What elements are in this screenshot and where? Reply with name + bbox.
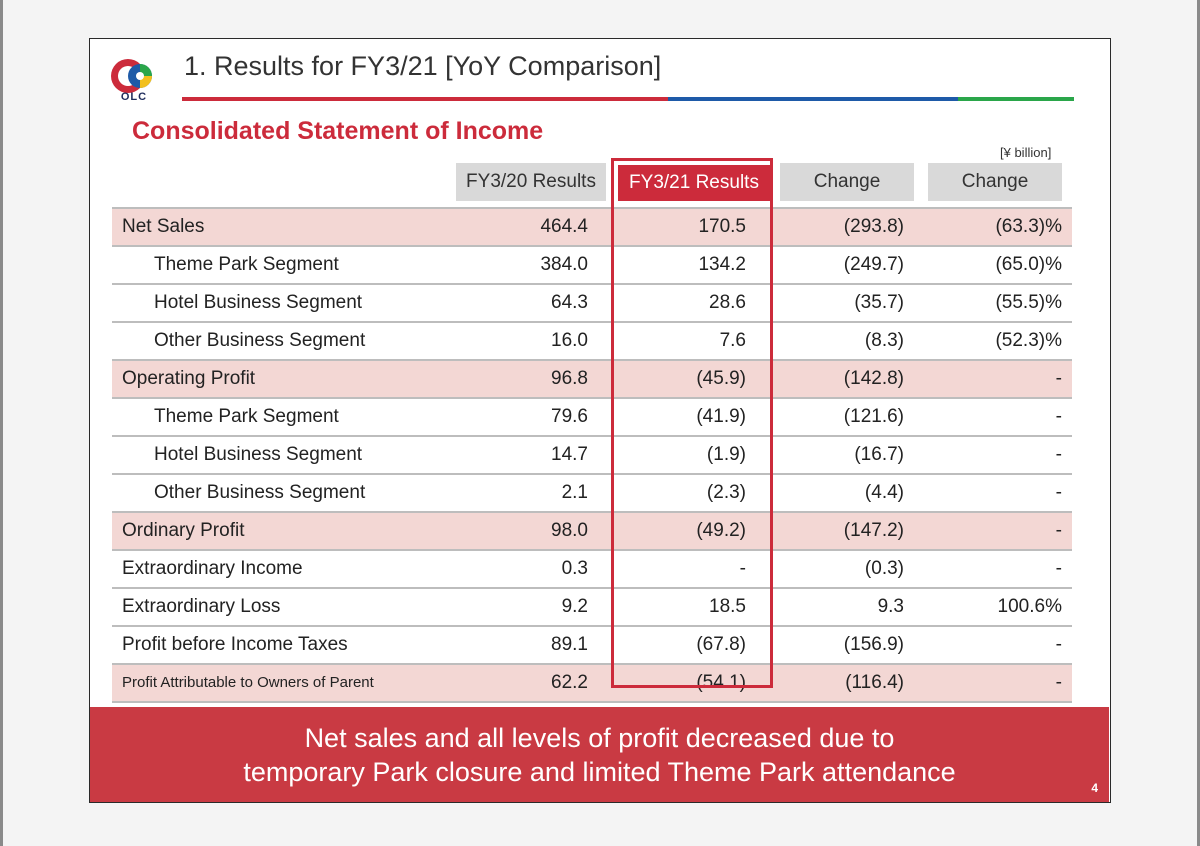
page-number: 4 bbox=[1091, 781, 1098, 795]
fy20-value: 79.6 bbox=[551, 406, 588, 427]
row-label: Other Business Segment bbox=[154, 482, 366, 503]
table-row bbox=[112, 285, 1072, 323]
change-value: (121.6) bbox=[843, 406, 904, 427]
row-label: Profit Attributable to Owners of Parent bbox=[122, 674, 374, 691]
fy21-value: 18.5 bbox=[709, 596, 746, 617]
unit-label: [¥ billion] bbox=[1000, 145, 1052, 160]
change-value: 9.3 bbox=[877, 596, 904, 617]
header-fy21: FY3/21 Results bbox=[618, 165, 770, 201]
row-label: Profit before Income Taxes bbox=[122, 634, 348, 655]
change-value: (0.3) bbox=[864, 558, 904, 579]
header-fy20: FY3/20 Results bbox=[456, 163, 606, 201]
change-percent-value: (65.0)% bbox=[995, 254, 1062, 275]
fy20-value: 89.1 bbox=[551, 634, 588, 655]
fy21-value: 28.6 bbox=[709, 292, 746, 313]
fy20-value: 464.4 bbox=[540, 216, 588, 237]
fy21-value: (54.1) bbox=[696, 672, 746, 693]
change-percent-value: (55.5)% bbox=[995, 292, 1062, 313]
change-percent-value: 100.6% bbox=[997, 596, 1062, 617]
table-row bbox=[112, 665, 1072, 703]
fy21-value: - bbox=[739, 558, 746, 579]
fy20-value: 16.0 bbox=[551, 330, 588, 351]
change-value: (147.2) bbox=[843, 520, 904, 541]
row-label: Hotel Business Segment bbox=[154, 292, 363, 313]
change-value: (16.7) bbox=[854, 444, 904, 465]
fy20-value: 64.3 bbox=[551, 292, 588, 313]
header-change-percent: Change bbox=[928, 163, 1062, 201]
fy20-value: 14.7 bbox=[551, 444, 588, 465]
row-label: Other Business Segment bbox=[154, 330, 366, 351]
table-row bbox=[112, 399, 1072, 437]
slide bbox=[89, 38, 1111, 803]
income-statement-table bbox=[112, 207, 1072, 703]
fy20-value: 2.1 bbox=[561, 482, 588, 503]
fy20-value: 9.2 bbox=[561, 596, 588, 617]
banner-line-1: Net sales and all levels of profit decreased due to bbox=[304, 723, 895, 753]
fy21-value: 170.5 bbox=[698, 216, 746, 237]
slide-title: 1. Results for FY3/21 [YoY Comparison] bbox=[184, 51, 662, 81]
header-change-amount: Change bbox=[780, 163, 914, 201]
change-percent-value: - bbox=[1055, 558, 1062, 579]
row-label: Theme Park Segment bbox=[154, 254, 339, 275]
title-bar-green bbox=[958, 97, 1074, 101]
fy20-value: 384.0 bbox=[540, 254, 588, 275]
row-label: Ordinary Profit bbox=[122, 520, 245, 541]
banner-line-2: temporary Park closure and limited Theme Park attendance bbox=[243, 757, 956, 787]
fy20-value: 62.2 bbox=[551, 672, 588, 693]
table-row bbox=[112, 589, 1072, 627]
change-percent-value: - bbox=[1055, 672, 1062, 693]
section-title: Consolidated Statement of Income bbox=[132, 117, 544, 145]
summary-banner bbox=[90, 707, 1109, 802]
page-edge-left bbox=[0, 0, 3, 846]
table-row bbox=[112, 437, 1072, 475]
change-value: (293.8) bbox=[843, 216, 904, 237]
change-percent-value: (52.3)% bbox=[995, 330, 1062, 351]
fy21-value: 7.6 bbox=[719, 330, 746, 351]
fy21-value: 134.2 bbox=[698, 254, 746, 275]
change-percent-value: - bbox=[1055, 368, 1062, 389]
change-percent-value: - bbox=[1055, 406, 1062, 427]
change-value: (142.8) bbox=[843, 368, 904, 389]
fy20-value: 0.3 bbox=[561, 558, 588, 579]
fy21-value: (49.2) bbox=[696, 520, 746, 541]
row-label: Theme Park Segment bbox=[154, 406, 339, 427]
table-row bbox=[112, 207, 1072, 247]
title-bar-blue bbox=[668, 97, 958, 101]
change-percent-value: - bbox=[1055, 634, 1062, 655]
table-row bbox=[112, 475, 1072, 513]
change-value: (4.4) bbox=[864, 482, 904, 503]
row-label: Extraordinary Income bbox=[122, 558, 303, 579]
change-percent-value: (63.3)% bbox=[995, 216, 1062, 237]
row-label: Hotel Business Segment bbox=[154, 444, 363, 465]
fy21-value: (45.9) bbox=[696, 368, 746, 389]
table-row bbox=[112, 361, 1072, 399]
change-value: (249.7) bbox=[843, 254, 904, 275]
change-value: (156.9) bbox=[843, 634, 904, 655]
fy21-value: (2.3) bbox=[706, 482, 746, 503]
table-row bbox=[112, 551, 1072, 589]
fy21-value: (67.8) bbox=[696, 634, 746, 655]
change-percent-value: - bbox=[1055, 444, 1062, 465]
fy21-value: (41.9) bbox=[696, 406, 746, 427]
change-value: (8.3) bbox=[864, 330, 904, 351]
row-label: Operating Profit bbox=[122, 368, 256, 389]
change-percent-value: - bbox=[1055, 520, 1062, 541]
fy21-column-highlight bbox=[611, 158, 773, 688]
fy20-value: 96.8 bbox=[551, 368, 588, 389]
row-label: Net Sales bbox=[122, 216, 205, 237]
table-row bbox=[112, 513, 1072, 551]
table-row bbox=[112, 247, 1072, 285]
title-bar-red bbox=[182, 97, 668, 101]
logo-text: OLC bbox=[120, 91, 148, 103]
change-value: (116.4) bbox=[845, 672, 904, 693]
fy20-value: 98.0 bbox=[551, 520, 588, 541]
fy21-value: (1.9) bbox=[706, 444, 746, 465]
table-row bbox=[112, 323, 1072, 361]
change-value: (35.7) bbox=[854, 292, 904, 313]
change-percent-value: - bbox=[1055, 482, 1062, 503]
table-row bbox=[112, 627, 1072, 665]
row-label: Extraordinary Loss bbox=[122, 596, 281, 617]
